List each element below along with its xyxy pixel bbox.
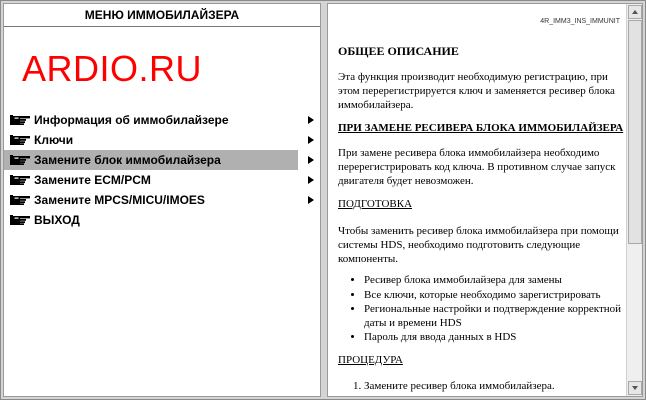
prep-section-heading: ПОДГОТОВКА xyxy=(338,198,413,210)
scroll-up-button[interactable] xyxy=(628,5,642,19)
menu-item-replace-ecm-pcm[interactable] xyxy=(4,170,298,190)
scrollbar-thumb[interactable] xyxy=(628,20,642,244)
pointing-hand-icon xyxy=(10,194,30,206)
pointing-hand-icon xyxy=(10,134,30,146)
triangle-right-icon xyxy=(308,176,314,184)
pointing-hand-icon xyxy=(10,154,30,166)
menu-title: МЕНЮ ИММОБИЛАЙЗЕРА xyxy=(4,4,320,27)
menu-item-replace-mpcs-micu-imoes[interactable] xyxy=(4,190,298,210)
arrow-down-icon xyxy=(632,386,638,390)
pointing-hand-icon xyxy=(10,114,30,126)
document-code: 4R_IMM3_INS_IMMUNIT xyxy=(540,18,620,25)
triangle-right-icon xyxy=(308,196,314,204)
menu-item-label: ВЫХОД xyxy=(34,213,80,227)
procedure-steps xyxy=(338,379,643,393)
scroll-down-button[interactable] xyxy=(628,381,642,395)
triangle-right-icon xyxy=(308,116,314,124)
list-item: • Ресивер блока иммобилайзера для замены xyxy=(364,274,634,288)
menu-item-exit[interactable] xyxy=(4,210,298,230)
list-item: • Все ключи, которые необходимо зарегистрировать xyxy=(364,289,634,303)
watermark-text: ARDIO.RU xyxy=(22,48,203,89)
triangle-right-icon xyxy=(308,136,314,144)
replace-paragraph: При замене ресивера блока иммобилайзера необходимо перерегистрировать код ключа. В противном случае запуск двигателя будет невозможен. xyxy=(338,147,616,187)
menu-item-label: Замените ECM/PCM xyxy=(34,173,151,187)
menu-item-label: Замените MPCS/MICU/IMOES xyxy=(34,193,205,207)
triangle-right-icon xyxy=(308,156,314,164)
menu-pane xyxy=(3,3,321,397)
document-heading: ОБЩЕЕ ОПИСАНИЕ xyxy=(338,44,459,58)
arrow-up-icon xyxy=(632,10,638,14)
replace-section-heading: ПРИ ЗАМЕНЕ РЕСИВЕРА БЛОКА ИММОБИЛАЙЗЕРА xyxy=(338,122,624,134)
menu-item-keys[interactable] xyxy=(4,130,298,150)
list-item: • Пароль для ввода данных в HDS xyxy=(364,331,634,345)
pointing-hand-icon xyxy=(10,174,30,186)
document-pane xyxy=(327,3,643,397)
menu-list xyxy=(4,110,320,230)
list-item: 1. Замените ресивер блока иммобилайзера. xyxy=(364,379,643,393)
menu-item-immobilizer-info[interactable] xyxy=(4,110,298,130)
menu-item-label: Ключи xyxy=(34,133,74,147)
procedure-section-heading: ПРОЦЕДУРА xyxy=(338,354,403,366)
vertical-scrollbar[interactable] xyxy=(626,4,643,396)
prep-bullet-list xyxy=(344,274,634,346)
pointing-hand-icon xyxy=(10,214,30,226)
menu-item-label: Замените блок иммобилайзера xyxy=(34,153,221,167)
menu-item-label: Информация об иммобилайзере xyxy=(34,113,229,127)
intro-paragraph: Эта функция производит необходимую регистрацию, при этом перерегистрируется ключ и заменяется ресивер блока иммобилайзера. xyxy=(338,71,615,111)
prep-paragraph: Чтобы заменить ресивер блока иммобилайзера при помощи системы HDS, необходимо подготовить следующие компоненты. xyxy=(338,225,619,265)
list-item: • Региональные настройки и подтверждение корректной даты и времени HDS xyxy=(364,303,634,330)
menu-item-replace-immobilizer-unit[interactable] xyxy=(4,150,298,170)
